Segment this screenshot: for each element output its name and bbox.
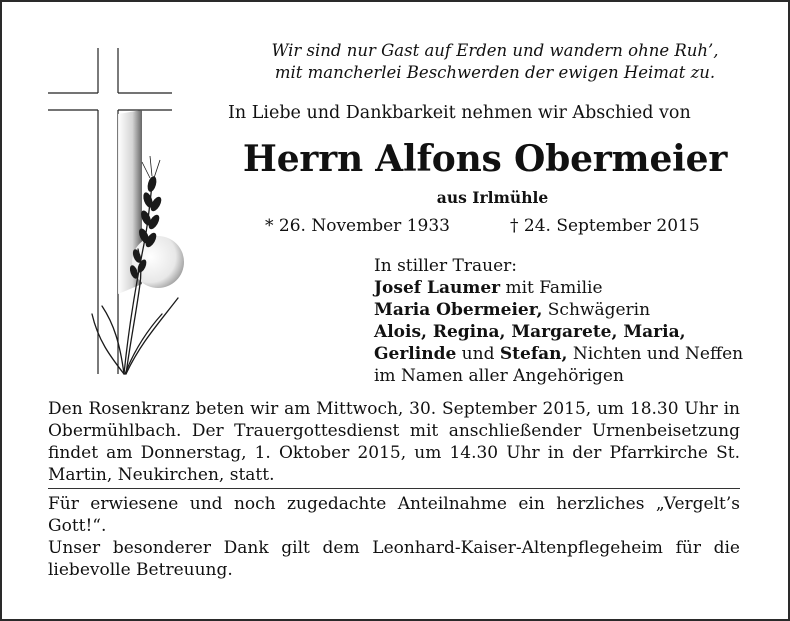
thanks-line: liebevolle Betreuung. xyxy=(48,560,233,580)
mourners-block xyxy=(374,255,754,387)
thanks-line: Gott!“. xyxy=(48,516,107,536)
info-line: Obermühlbach. Der Trauergottesdienst mit anschließender Urnenbeisetzung xyxy=(48,421,740,441)
mourner-line xyxy=(374,299,754,321)
service-info xyxy=(48,398,740,486)
divider xyxy=(48,488,740,489)
mourner-name: Alois, Regina, Margarete, Maria, xyxy=(374,322,686,342)
mourner-line: im Namen aller Angehörigen xyxy=(374,366,624,386)
death-date: † 24. September 2015 xyxy=(510,216,700,236)
mourner-relation: Nichten und Neffen xyxy=(567,344,744,364)
deceased-origin: aus Irlmühle xyxy=(436,188,549,207)
info-line: Martin, Neukirchen, statt. xyxy=(48,465,275,485)
thanks-line: Unser besonderer Dank gilt dem Leonhard-Kaiser-Altenpflegeheim für die xyxy=(48,538,740,558)
birth-date: * 26. November 1933 xyxy=(265,216,450,236)
quote-line: Wir sind nur Gast auf Erden und wandern ohne Ruh’, xyxy=(271,41,719,60)
mourner-name: Maria Obermeier, xyxy=(374,300,543,320)
cross-with-wheat-icon xyxy=(40,44,200,389)
mourner-line xyxy=(374,343,754,365)
mourners-intro: In stiller Trauer: xyxy=(374,256,517,276)
mourner-name: Stefan, xyxy=(499,344,568,364)
mourner-relation: mit Familie xyxy=(500,278,603,298)
info-line: Den Rosenkranz beten wir am Mittwoch, 30. September 2015, um 18.30 Uhr in xyxy=(48,399,740,419)
epigraph-quote xyxy=(260,40,730,84)
mourner-line xyxy=(374,321,754,343)
info-line: findet am Donnerstag, 1. Oktober 2015, um 14.30 Uhr in der Pfarrkirche St. xyxy=(48,443,740,463)
mourner-name: Josef Laumer xyxy=(374,278,501,298)
mourner-name: Gerlinde xyxy=(374,344,457,364)
thanks-line: Für erwiesene und noch zugedachte Anteilnahme ein herzliches „Vergelt’s xyxy=(48,494,740,514)
mourner-line xyxy=(374,277,754,299)
farewell-line: In Liebe und Dankbarkeit nehmen wir Abschied von xyxy=(228,103,691,123)
quote-line: mit mancherlei Beschwerden der ewigen Heimat zu. xyxy=(274,63,716,82)
deceased-name: Herrn Alfons Obermeier xyxy=(242,138,728,180)
thanks-block xyxy=(48,493,740,581)
mourner-relation: Schwägerin xyxy=(542,300,651,320)
mourner-connector: und xyxy=(456,344,500,364)
